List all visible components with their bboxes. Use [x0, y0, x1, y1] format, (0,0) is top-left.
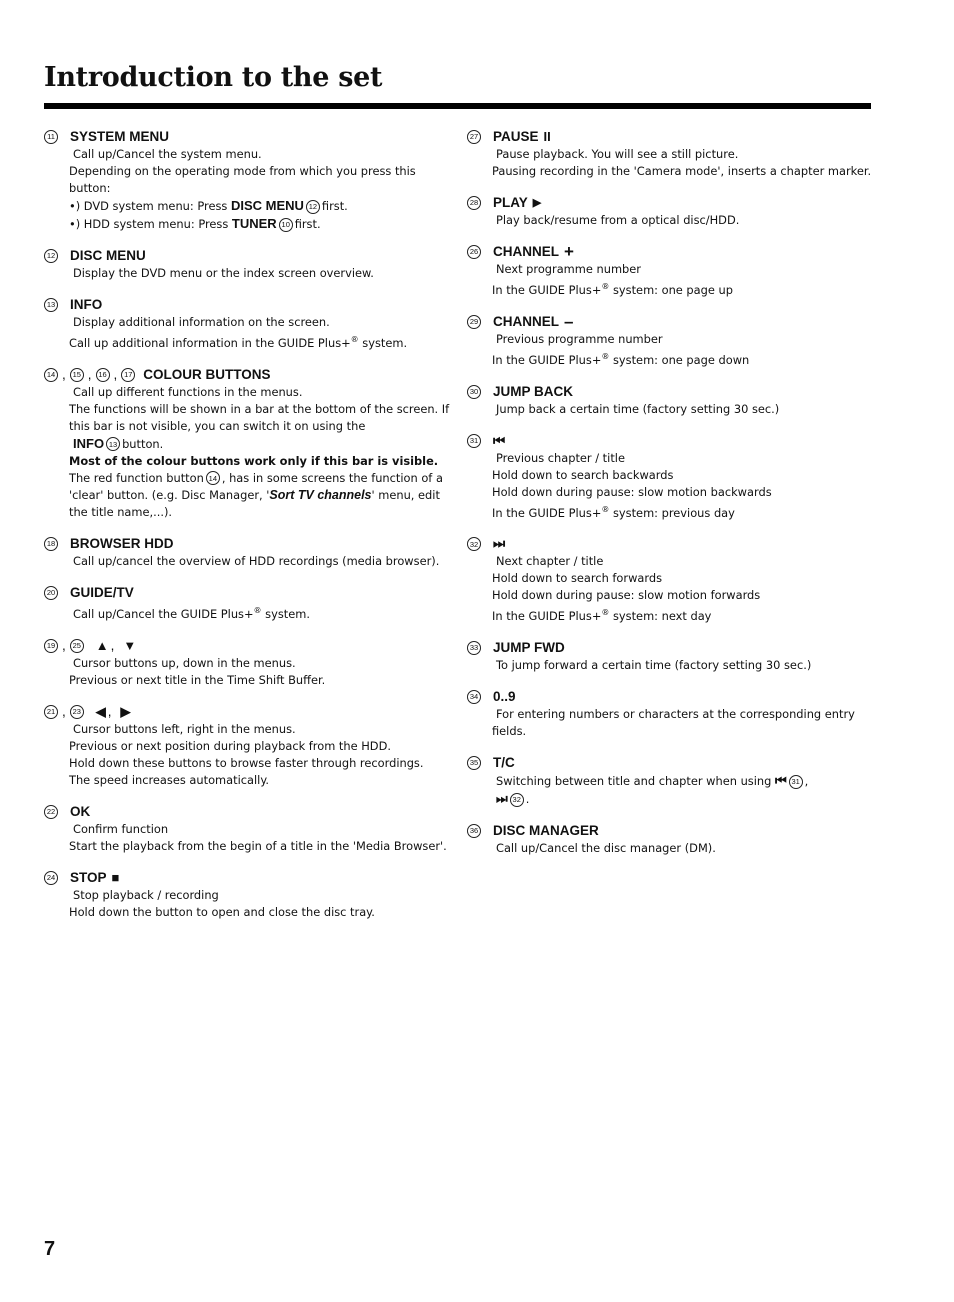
play-icon: ▶ — [532, 197, 542, 209]
entry-text: Call up/Cancel the system menu. — [73, 147, 262, 161]
entry-text: Next programme number — [496, 262, 641, 276]
entry-channel-plus — [467, 243, 867, 299]
entry-text: Most of the colour buttons work only if this bar is visible. — [69, 453, 439, 468]
entry-text: Hold down to search forwards — [492, 571, 663, 586]
entry-text: The speed increases automatically. — [69, 772, 270, 787]
left-column — [44, 128, 449, 935]
entry-text: For entering numbers or characters at the corresponding entry — [496, 707, 855, 722]
button-number: 29 — [467, 315, 481, 329]
entry-text: Display the DVD menu or the index screen overview. — [73, 266, 374, 280]
entry-info — [44, 296, 449, 352]
button-number: 27 — [467, 130, 481, 144]
entry-text: Next chapter / title — [496, 554, 604, 569]
entry-text: Depending on the operating mode from which you press this — [69, 164, 416, 178]
right-column — [467, 128, 872, 871]
button-number: 25 — [70, 639, 84, 653]
entry-text: Call up additional information in the GUIDE Plus+® system. — [69, 335, 408, 350]
button-number: 31 — [789, 775, 803, 789]
entry-disc-menu — [44, 247, 449, 282]
button-number: 24 — [44, 871, 58, 885]
button-number: 16 — [96, 368, 110, 382]
entry-next — [467, 535, 867, 625]
entry-text: •) HDD system menu: Press TUNER 10 first. — [69, 216, 321, 231]
plus-icon: + — [564, 242, 574, 261]
entry-text: Previous chapter / title — [496, 450, 625, 465]
entry-text: In the GUIDE Plus+® system: next day — [492, 608, 712, 624]
entry-text: In the GUIDE Plus+® system: one page down — [492, 351, 750, 367]
entry-text: In the GUIDE Plus+® system: previous day — [492, 504, 735, 520]
page-title: Introduction to the set — [44, 62, 383, 93]
entry-heading: SYSTEM MENU — [70, 129, 170, 144]
button-number: 20 — [44, 586, 58, 600]
entry-text: Previous programme number — [496, 331, 663, 346]
button-number: 12 — [44, 249, 58, 263]
page-number: 7 — [44, 1238, 56, 1260]
button-number: 26 — [467, 245, 481, 259]
entry-text: fields. — [492, 724, 527, 739]
entry-cursor-up-down: 19 , 25 ▲ , ▼ Cursor buttons up, down in the menus. Previous or next title in the Time Shift Buffer. — [44, 637, 449, 689]
entry-disc-manager — [467, 822, 867, 857]
entry-browser-hdd — [44, 535, 449, 570]
entry-heading: STOP — [70, 869, 107, 885]
arrow-left-icon: ◀ — [95, 703, 106, 719]
button-number: 13 — [44, 298, 58, 312]
entry-heading: JUMP BACK — [493, 383, 574, 399]
button-number: 23 — [70, 705, 84, 719]
entry-text: 'clear' button. (e.g. Disc Manager, 'Sort TV channels' menu, edit — [69, 487, 440, 502]
entry-heading: DISC MENU — [70, 248, 146, 263]
entry-play — [467, 194, 867, 229]
entry-pause — [467, 128, 872, 180]
button-number: 34 — [467, 690, 481, 704]
entry-text: button: — [69, 181, 111, 195]
entry-text: Pause playback. You will see a still picture. — [496, 147, 739, 161]
button-number: 36 — [467, 824, 481, 838]
entry-text: •) DVD system menu: Press DISC MENU 12 first. — [69, 198, 348, 213]
entry-text: Previous or next title in the Time Shift Buffer. — [69, 672, 326, 687]
button-number: 15 — [70, 368, 84, 382]
entry-text: Play back/resume from a optical disc/HDD. — [496, 213, 740, 227]
entry-heading: COLOUR BUTTONS — [143, 366, 271, 382]
next-icon: ⏭ — [496, 791, 508, 807]
entry-text: Call up/Cancel the GUIDE Plus+® system. — [73, 605, 310, 621]
entry-text: Switching between title and chapter when using ⏮ 31 , — [496, 773, 809, 789]
entry-text: Hold down the button to open and close the disc tray. — [69, 904, 375, 919]
entry-ok — [44, 803, 449, 855]
arrow-down-icon: ▼ — [123, 637, 137, 653]
button-number: 10 — [279, 218, 293, 232]
button-number: 30 — [467, 385, 481, 399]
entry-heading: INFO — [70, 297, 103, 312]
minus-icon: – — [564, 311, 574, 331]
entry-tc — [467, 754, 867, 808]
entry-heading: T/C — [493, 755, 515, 771]
entry-heading: 0..9 — [493, 689, 516, 705]
entry-previous — [467, 432, 867, 522]
entry-text: Display additional information on the screen. — [73, 315, 330, 329]
arrow-up-icon: ▲ — [95, 637, 109, 653]
entry-text: INFO 13 button. — [73, 435, 164, 451]
button-number: 31 — [467, 434, 481, 448]
entry-text: Start the playback from the begin of a title in the 'Media Browser'. — [69, 838, 447, 853]
button-number: 14 — [206, 471, 220, 485]
button-number: 32 — [510, 793, 524, 807]
title-rule — [44, 103, 871, 109]
entry-cursor-left-right: 21 , 23 ◀ , ▶ Cursor buttons left, right in the menus. Previous or next position during playback from the HDD. Hold down these buttons to browse faster through recordings. The speed increases automatically. — [44, 703, 449, 789]
entry-heading: JUMP FWD — [493, 640, 565, 656]
entry-heading: OK — [70, 803, 91, 819]
entry-text: Hold down to search backwards — [492, 467, 674, 482]
button-number: 12 — [306, 200, 320, 214]
pause-icon: II — [543, 129, 551, 144]
entry-text: ⏭ 32 . — [496, 791, 530, 807]
entry-text: To jump forward a certain time (factory setting 30 sec.) — [496, 658, 812, 673]
next-icon: ⏭ — [493, 536, 506, 552]
entry-colour-buttons: 14 , 15 , 16 , 17 COLOUR BUTTONS Call up different functions in the menus. The functions will be shown in a bar at the bottom of the screen. If this bar is not visible, you can switch it on using the INFO 13 button. Most of the colour buttons work only if this bar is visible. The red function button 14 , has in some screens the function of a 'clear' button. (e.g. Disc Manager, 'Sort TV channels' menu, edit the title name,...). — [44, 366, 449, 521]
entry-text: Hold down during pause: slow motion backwards — [492, 484, 772, 499]
entry-text: The functions will be shown in a bar at the bottom of the screen. If — [69, 401, 450, 416]
previous-icon: ⏮ — [493, 432, 506, 448]
entry-text: Hold down these buttons to browse faster through recordings. — [69, 755, 424, 770]
entry-heading: CHANNEL — [493, 244, 559, 259]
entry-text: Previous or next position during playback from the HDD. — [69, 738, 391, 753]
button-number: 11 — [44, 130, 58, 144]
entry-text: Cursor buttons up, down in the menus. — [73, 655, 296, 670]
button-number: 28 — [467, 196, 481, 210]
entry-text: The red function button 14 , has in some screens the function of a — [69, 470, 443, 485]
entry-heading: PLAY — [493, 195, 528, 210]
entry-text: Call up/cancel the overview of HDD recordings (media browser). — [73, 553, 440, 568]
button-number: 21 — [44, 705, 58, 719]
entry-text: Jump back a certain time (factory setting 30 sec.) — [496, 401, 780, 416]
entry-heading: PAUSE — [493, 129, 539, 144]
entry-text: this bar is not visible, you can switch it on using the — [69, 418, 366, 433]
entry-jump-fwd — [467, 639, 867, 674]
stop-icon: ■ — [111, 869, 120, 885]
button-number: 33 — [467, 641, 481, 655]
button-number: 22 — [44, 805, 58, 819]
entry-text: In the GUIDE Plus+® system: one page up — [492, 282, 733, 297]
button-number: 32 — [467, 537, 481, 551]
button-number: 35 — [467, 756, 481, 770]
button-number: 19 — [44, 639, 58, 653]
entry-text: Cursor buttons left, right in the menus. — [73, 721, 296, 736]
entry-heading: CHANNEL — [493, 313, 559, 329]
entry-guide-tv — [44, 584, 449, 623]
entry-text: Hold down during pause: slow motion forwards — [492, 588, 761, 603]
button-number: 18 — [44, 537, 58, 551]
entry-jump-back — [467, 383, 867, 418]
button-number: 14 — [44, 368, 58, 382]
previous-icon: ⏮ — [774, 773, 787, 789]
button-number: 13 — [106, 437, 120, 451]
entry-heading: BROWSER HDD — [70, 535, 174, 551]
entry-stop — [44, 869, 449, 921]
entry-digits — [467, 688, 867, 740]
entry-heading: DISC MANAGER — [493, 823, 599, 839]
entry-channel-minus — [467, 313, 867, 369]
entry-text: Stop playback / recording — [73, 887, 219, 902]
arrow-right-icon: ▶ — [120, 703, 131, 719]
entry-text: the title name,...). — [69, 504, 173, 519]
entry-text: Call up/Cancel the disc manager (DM). — [496, 841, 716, 856]
entry-text: Call up different functions in the menus. — [73, 384, 303, 399]
entry-system-menu — [44, 128, 449, 233]
button-number: 17 — [121, 368, 135, 382]
entry-text: Pausing recording in the 'Camera mode', inserts a chapter marker. — [492, 164, 872, 178]
entry-heading: GUIDE/TV — [70, 584, 134, 600]
entry-text: Confirm function — [73, 821, 169, 836]
